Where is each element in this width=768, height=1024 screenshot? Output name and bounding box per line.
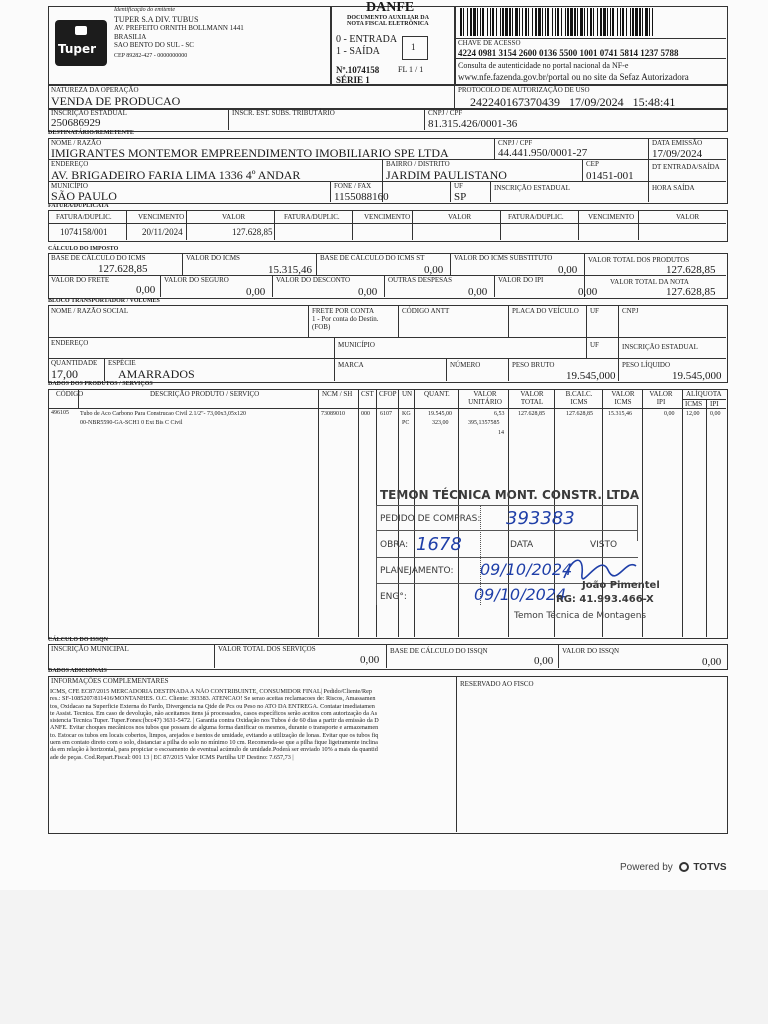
totvs-logo-icon: [679, 862, 689, 872]
issqn-vts: 0,00: [360, 654, 380, 666]
protocolo-label: PROTOCOLO DE AUTORIZAÇÃO DE USO: [458, 86, 590, 94]
stamp-pedido: 393383: [506, 508, 575, 529]
outras-label: OUTRAS DESPESAS: [388, 276, 452, 284]
col-aliquota: ALÍQUOTA: [686, 390, 722, 398]
col-aicms: ICMS: [685, 400, 703, 408]
tuper-logo: [55, 20, 107, 66]
transp-especie: AMARRADOS: [118, 367, 195, 381]
col-vtotal: VALOR TOTAL: [520, 390, 544, 406]
dest-cnpj-label: CNPJ / CPF: [498, 139, 533, 147]
dest-endereco: AV. BRIGADEIRO FARIA LIMA 1336 4º ANDAR: [51, 168, 301, 182]
dest-cnpj: 44.441.950/0001-27: [498, 147, 588, 159]
transp-peso-liq: 19.545,000: [672, 370, 722, 382]
item-vtotal: 127.628,85: [518, 411, 545, 417]
dest-ie-label: INSCRIÇÃO ESTADUAL: [494, 184, 570, 192]
info-complementares-text: [50, 688, 454, 761]
col-vicms: VALOR ICMS: [611, 390, 635, 406]
col-codigo: CÓDIGO: [56, 390, 84, 398]
dest-cep-label: CEP: [586, 160, 599, 168]
outras: 0,00: [468, 286, 488, 298]
dest-bairro: JARDIM PAULISTANO: [386, 168, 507, 182]
info-line: da em relação à horizontal, para propiciar o escoamento de eventual acúmulo de umidade.Poderá ser enviado 10% a mais da quantid: [50, 746, 378, 754]
chave-label: CHAVE DE ACESSO: [458, 39, 521, 47]
produtos-section: DADOS DOS PRODUTOS / SERVIÇOS: [48, 381, 153, 387]
info-line: res.: SF-1085207/811416/MONTANHES. O.C. Cliente: 393383. ATENCAO! Se serao aceitas reclamacoes de: Riscos, Amassamen: [50, 695, 376, 703]
dest-fone-label: FONE / FAX: [334, 182, 372, 190]
adicionais-section: DADOS ADICIONAIS: [48, 668, 107, 674]
emitente-addr2: BRASILIA: [114, 33, 147, 41]
chave-consulta2: www.nfe.fazenda.gov.br/portal ou no site da Sefaz Autorizadora: [458, 72, 689, 82]
bc-icms-label: BASE DE CÁLCULO DO ICMS: [51, 254, 146, 262]
fatura-h8: VENCIMENTO: [588, 213, 635, 221]
fisco-label: RESERVADO AO FISCO: [460, 680, 534, 688]
logo-text: Tuper: [58, 42, 97, 56]
fatura-section: FATURA/DUPLICATA: [48, 203, 109, 209]
icms-st: 0,00: [558, 264, 578, 276]
item-aipi: 0,00: [710, 411, 721, 417]
item-vu2: 395,1357585: [468, 420, 500, 426]
col-ncm: NCM / SH: [322, 390, 353, 398]
stamp-visto-label: VISTO: [590, 540, 618, 550]
barcode: [460, 8, 720, 36]
issqn-bc: 0,00: [534, 655, 554, 667]
issqn-im-label: INSCRIÇÃO MUNICIPAL: [51, 645, 129, 653]
dest-bairro-label: BAIRRO / DISTRITO: [386, 160, 450, 168]
natureza-value: VENDA DE PRODUCAO: [51, 94, 181, 108]
item-un1: KG: [402, 411, 411, 417]
col-aipi: IPI: [710, 400, 719, 408]
col-un: UN: [402, 390, 413, 398]
dest-nome: IMIGRANTES MONTEMOR EMPREENDIMENTO IMOBILIARIO SPE LTDA: [51, 146, 449, 160]
item-ncm: 73089010: [321, 411, 345, 417]
emitente-addr1: AV. PREFEITO ORNITH BOLLMANN 1441: [114, 24, 244, 32]
total-prod: 127.628,85: [666, 264, 716, 276]
item-cfop: 6107: [380, 411, 392, 417]
transp-uf-label: UF: [590, 307, 599, 315]
cnpj-emit-value: 81.315.426/0001-36: [428, 118, 518, 130]
fatura-h5: VENCIMENTO: [364, 213, 411, 221]
danfe-numero: Nº.1074158: [336, 65, 380, 75]
item-desc1: Tubo de Aco Carbono Para Construcao Civil 2.1/2"- 73,00x3,05x120: [80, 411, 247, 417]
total-nota-label: VALOR TOTAL DA NOTA: [610, 278, 689, 286]
stamp-obra-label: OBRA:: [380, 540, 409, 550]
issqn-v-label: VALOR DO ISSQN: [562, 647, 620, 655]
dest-data-emissao: 17/09/2024: [652, 148, 703, 160]
desconto: 0,00: [358, 286, 378, 298]
totvs-brand: TOTVS: [693, 862, 727, 873]
info-complementares-label: INFORMAÇÕES COMPLEMENTARES: [51, 677, 169, 685]
dest-data-emissao-label: DATA EMISSÃO: [652, 139, 703, 147]
transp-numero-label: NÚMERO: [450, 361, 481, 369]
info-line: to. Estocar os tubos em locais cobertos, limpos, arejados e isentos de umidade, evitando a utilização de lonas. Evitar que os tubos fiq: [50, 731, 379, 739]
item-vicms: 15.315,46: [608, 411, 632, 417]
natureza-label: NATUREZA DA OPERAÇÃO: [51, 86, 139, 94]
stamp-planejamento: 09/10/2024: [480, 560, 573, 579]
seguro: 0,00: [246, 286, 266, 298]
col-bcalc: B.CALC. ICMS: [565, 390, 593, 406]
item-un2: PC: [402, 420, 410, 426]
danfe-entrada: 0 - ENTRADA: [336, 34, 398, 45]
stamp-eng: 09/10/2024: [474, 585, 567, 604]
danfe-sub1: DOCUMENTO AUXILIAR DA: [347, 15, 429, 21]
signature-company: Temon Técnica de Montagens: [514, 611, 647, 621]
protocolo-value: 242240167370439 17/09/2024 15:48:41: [470, 95, 676, 109]
seguro-label: VALOR DO SEGURO: [164, 276, 229, 284]
fatura-h7: FATURA/DUPLIC.: [508, 213, 564, 221]
item-q1: 19.545,00: [428, 411, 452, 417]
transp-especie-label: ESPÉCIE: [108, 359, 136, 367]
dest-section: DESTINATÁRIO/REMETENTE: [48, 130, 134, 136]
col-cst: CST: [361, 390, 374, 398]
ie-value: 250686929: [51, 117, 101, 129]
dest-fone: 1155088160: [334, 191, 389, 203]
transp-ie-label: INSCRIÇÃO ESTADUAL: [622, 343, 698, 351]
transp-frete-label: FRETE POR CONTA: [312, 307, 375, 315]
transp-marca-label: MARCA: [338, 361, 364, 369]
dest-uf: SP: [454, 191, 467, 203]
fatura-h3: VALOR: [222, 213, 246, 221]
fatura-h4: FATURA/DUPLIC.: [284, 213, 340, 221]
icms: 15.315,46: [268, 264, 312, 276]
emitente-id-label: Identificação do emitente: [114, 7, 175, 13]
info-line: ANFE. Evitar choques mecânicos nos tubos que possam de alguma forma danificar os mesmos, durante o transporte e armazenamen: [50, 724, 379, 732]
dest-cep: 01451-001: [586, 170, 634, 182]
signature-name: João Pimentel: [582, 580, 660, 591]
bc-st-label: BASE DE CÁLCULO DO ICMS ST: [320, 254, 425, 262]
transp-section: BLOCO TRANSPORTADOR / VOLUMES: [48, 298, 160, 304]
danfe-sub2: NOTA FISCAL ELETRÔNICA: [347, 21, 429, 27]
info-line: sistencia Tecnica Tuper. Tuper.Fones:(bcc47) 3631-5472. | Garantia contra Oxidação nos Tubos é de 60 dias a partir da emissão da D: [50, 717, 379, 725]
ie-row: [48, 108, 728, 132]
transp-nome-label: NOME / RAZÃO SOCIAL: [51, 307, 129, 315]
stamp-planejamento-label: PLANEJAMENTO:: [380, 566, 454, 576]
item-codigo: 496105: [51, 410, 69, 416]
chave-value: 4224 0981 3154 2600 0136 5500 1001 0741 5814 1237 5788: [458, 48, 679, 58]
col-quant: QUANT.: [424, 390, 450, 398]
info-line: ade de peças. Cod.Repart.Fiscal: 001 13 | EC 87/2015 Valor ICMS Partilha UF Destino: 7.657,73 |: [50, 753, 294, 761]
stamp-title: TEMON TÉCNICA MONT. CONSTR. LTDA: [380, 488, 640, 502]
transp-end-label: ENDEREÇO: [51, 339, 89, 347]
info-line: ICMS, CFE EC87/2015 MERCADORIA DESTINADA A NÃO CONTRIBUINTE, CONSUMIDOR FINAL| Pedido/Cliente/Rep: [50, 688, 372, 695]
dest-dt-saida-label: DT ENTRADA/SAÍDA: [652, 163, 720, 171]
cnpj-emit-label: CNPJ / CPF: [428, 109, 463, 117]
dest-municipio: SÃO PAULO: [51, 189, 117, 203]
transp-qtd-label: QUANTIDADE: [51, 359, 98, 367]
ipi: 0,00: [578, 286, 598, 298]
emitente-name: TUPER S.A DIV. TUBUS: [114, 15, 199, 24]
transp-peso-liq-label: PESO LÍQUIDO: [622, 361, 671, 369]
frete: 0,00: [136, 284, 156, 296]
barcode-bar: [653, 8, 655, 36]
transp-antt-label: CÓDIGO ANTT: [402, 307, 450, 315]
fatura-valor: 127.628,85: [232, 227, 273, 237]
transp-mun-label: MUNICÍPIO: [338, 341, 375, 349]
stamp-eng-label: ENG°:: [380, 592, 407, 602]
item-vipi: 0,00: [664, 411, 675, 417]
col-vunit: VALOR UNITÁRIO: [468, 390, 502, 406]
danfe-folha: FL 1 / 1: [398, 65, 424, 74]
total-prod-label: VALOR TOTAL DOS PRODUTOS: [588, 256, 690, 264]
fatura-vencimento: 20/11/2024: [142, 227, 183, 237]
danfe-saida: 1 - SAÍDA: [336, 46, 380, 57]
emitente-addr3: SAO BENTO DO SUL - SC: [114, 41, 194, 49]
transp-qtd: 17,00: [51, 367, 78, 381]
transp-peso-bruto-label: PESO BRUTO: [512, 361, 555, 369]
fatura-h2: VENCIMENTO: [138, 213, 185, 221]
issqn-v: 0,00: [702, 656, 722, 668]
transp-peso-bruto: 19.545,000: [566, 370, 616, 382]
transp-placa-label: PLACA DO VEÍCULO: [512, 307, 579, 315]
item-cst: 000: [361, 411, 370, 417]
fatura-h1: FATURA/DUPLIC.: [56, 213, 112, 221]
ie-st-label: INSCR. EST. SUBS. TRIBUTÁRIO: [232, 109, 335, 117]
transp-frete-value: 1 - Por conta do Destin. (FOB): [312, 315, 379, 331]
danfe-serie: SÉRIE 1: [336, 75, 370, 85]
fatura-h6: VALOR: [448, 213, 472, 221]
col-vipi: VALOR IPI: [649, 390, 673, 406]
item-bcalc: 127.628,85: [566, 411, 593, 417]
info-line: tos, Oxidacao na Superficie Externa do Fardo, Divergencia na Qtde de Pcs ou Peso no ATO DA ENTREGA. Contatar imediatamen: [50, 702, 375, 710]
item-vu3: 14: [498, 430, 504, 436]
total-nota: 127.628,85: [666, 286, 716, 298]
info-line: uem em contato direto com o solo, distanciar a pilha do solo no mínimo 10 cm. Recomenda-se que a pilha fique ligeiramente inclina: [50, 739, 378, 747]
danfe-tipo: 1: [411, 42, 416, 52]
col-cfop: CFOP: [379, 390, 397, 398]
stamp-pedido-label: PEDIDO DE COMPRAS:: [380, 514, 481, 524]
ipi-label: VALOR DO IPI: [498, 276, 544, 284]
issqn-vts-label: VALOR TOTAL DOS SERVIÇOS: [218, 645, 316, 653]
fatura-h9: VALOR: [676, 213, 700, 221]
imposto-section: CÁLCULO DO IMPOSTO: [48, 246, 119, 252]
dest-uf-label: UF: [454, 182, 463, 190]
transp-uf2-label: UF: [590, 341, 599, 349]
item-aicms: 12,00: [686, 411, 700, 417]
bc-st: 0,00: [424, 264, 444, 276]
chave-consulta1: Consulta de autenticidade no portal nacional da NF-e: [458, 61, 629, 70]
item-vu1: 6,53: [494, 411, 505, 417]
transp-cnpj-label: CNPJ: [622, 307, 639, 315]
dest-endereco-label: ENDEREÇO: [51, 160, 89, 168]
issqn-section: CÁLCULO DO ISSQN: [48, 637, 109, 643]
item-desc2: 00-NBR5590-GA-SCH1 0 Ext Bis C Civil: [80, 420, 183, 426]
dest-hora-saida-label: HORA SAÍDA: [652, 184, 695, 192]
icms-label: VALOR DO ICMS: [186, 254, 240, 262]
dest-nome-label: NOME / RAZÃO: [51, 139, 102, 147]
powered-text: Powered by: [620, 862, 673, 873]
powered-by: [620, 862, 727, 873]
issqn-bc-label: BASE DE CÁLCULO DO ISSQN: [390, 647, 488, 655]
ie-label: INSCRIÇÃO ESTADUAL: [51, 109, 127, 117]
icms-st-label: VALOR DO ICMS SUBSTITUTO: [454, 254, 553, 262]
item-q2: 323,00: [432, 420, 449, 426]
bc-icms: 127.628,85: [98, 263, 148, 275]
emitente-addr4: CEP 89282-427 - 0000000000: [114, 53, 188, 59]
issqn-box: [48, 644, 728, 670]
danfe-title: DANFE: [366, 0, 415, 15]
desconto-label: VALOR DO DESCONTO: [276, 276, 351, 284]
stamp-data-label: DATA: [510, 540, 534, 550]
stamp-obra: 1678: [416, 534, 462, 555]
fatura-numero: 1074158/001: [60, 227, 108, 237]
signature-rg: RG: 41.993.466-X: [556, 594, 654, 605]
frete-label: VALOR DO FRETE: [51, 276, 110, 284]
dest-municipio-label: MUNICÍPIO: [51, 182, 88, 190]
info-line: te Assist. Tecnica. Em caso de devolução, não aceitamos itens já processados, casos específicos serão aceitos com autorização da As: [50, 709, 378, 717]
col-desc: DESCRIÇÃO PRODUTO / SERVIÇO: [150, 390, 260, 398]
